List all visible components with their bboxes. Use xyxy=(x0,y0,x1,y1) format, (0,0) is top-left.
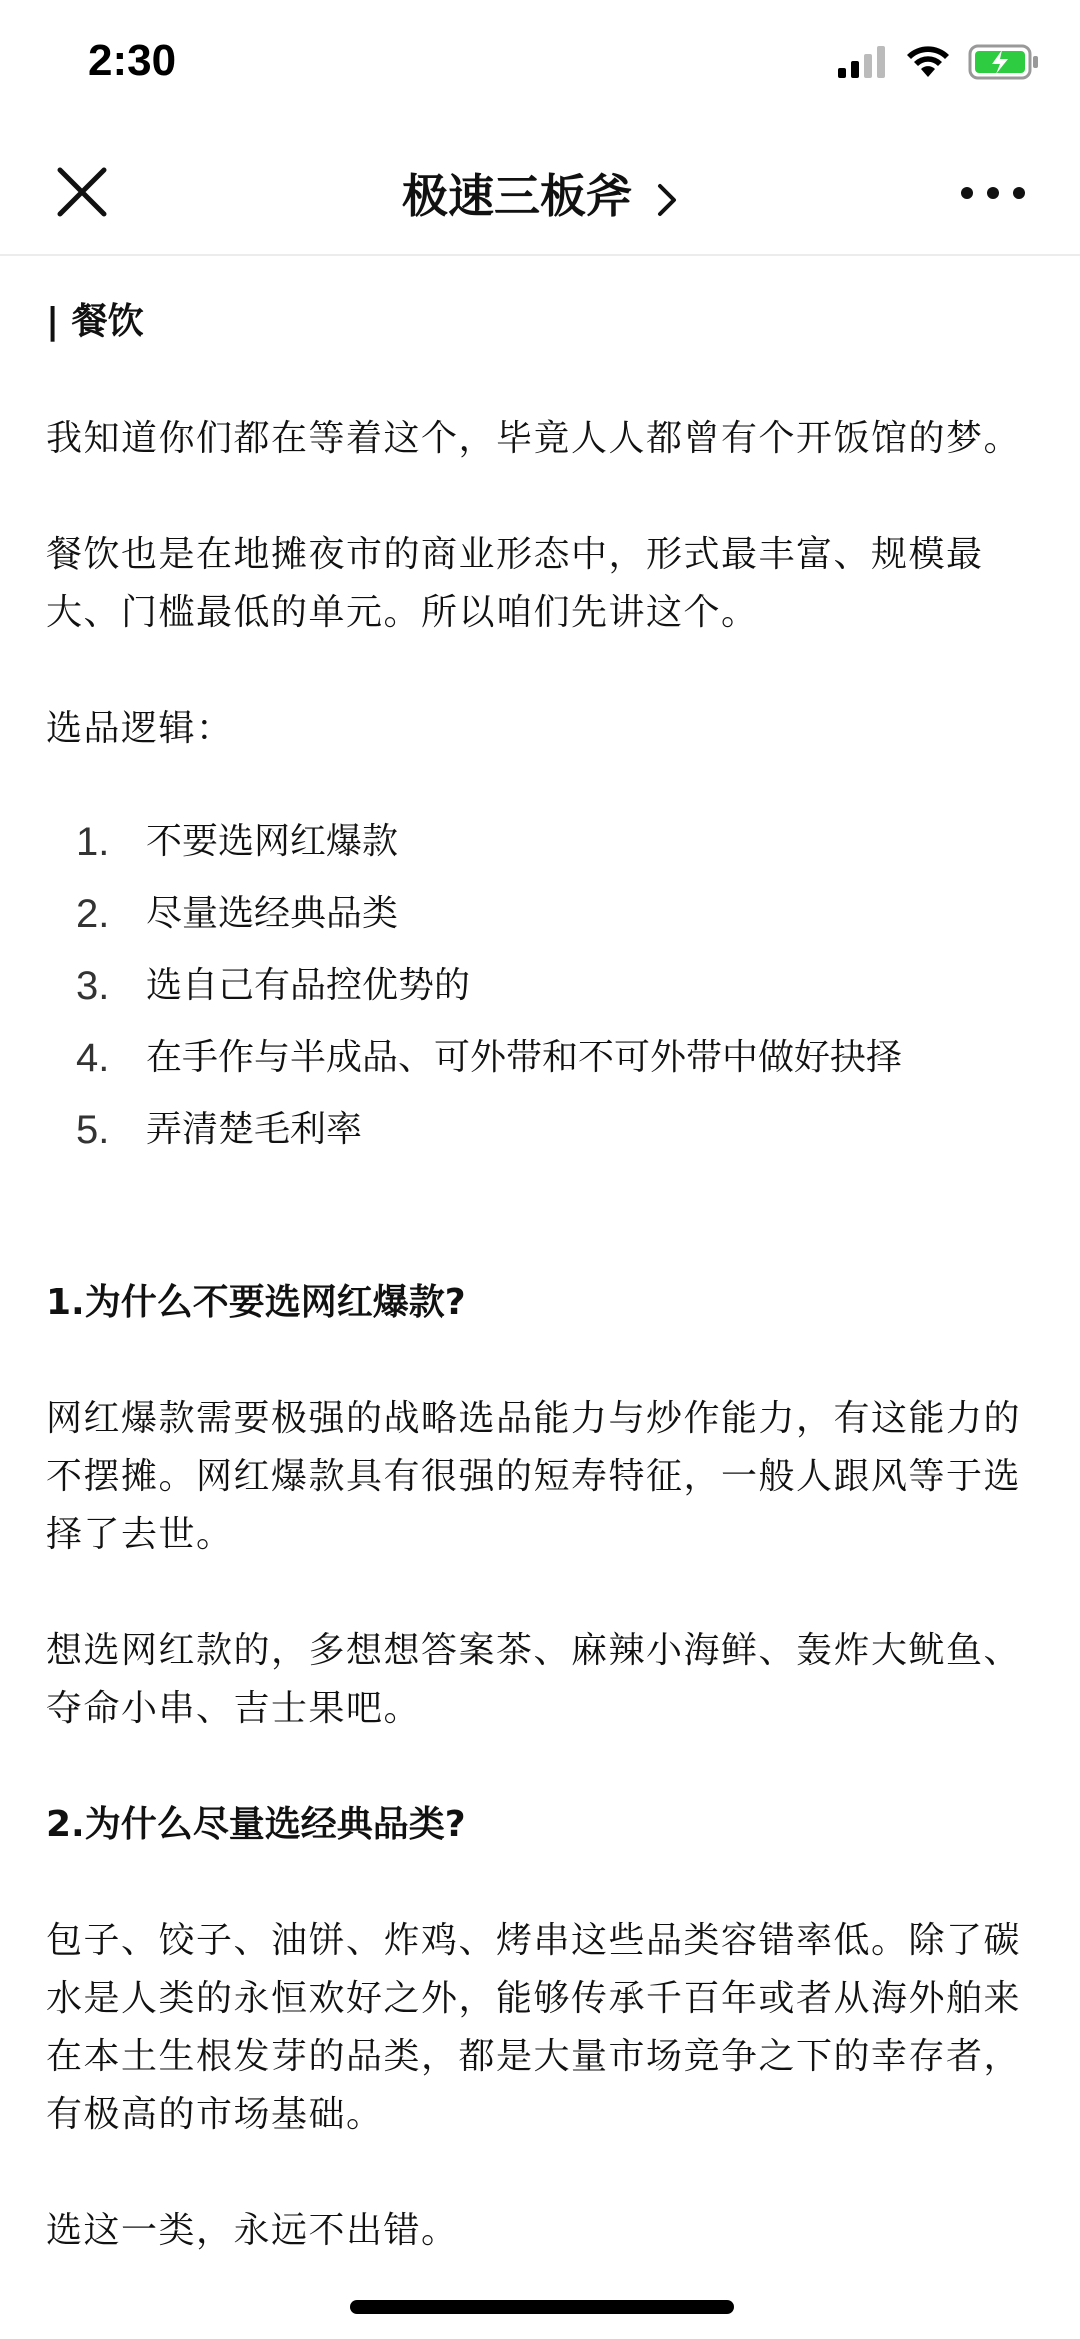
section-heading: 2.为什么尽量选经典品类? xyxy=(46,1804,466,1845)
list-item xyxy=(46,1022,1036,1094)
more-dots-icon[interactable] xyxy=(958,178,1028,208)
section-heading: 1.为什么不要选网红爆款? xyxy=(46,1282,466,1323)
paragraph: 想选网红款的，多想想答案茶、麻辣小海鲜、轰炸大鱿鱼、夺命小串、吉士果吧。 xyxy=(46,1630,1022,1729)
list-item xyxy=(46,878,1036,950)
section-label: | 餐饮 xyxy=(46,301,144,342)
list-text: 在手作与半成品、可外带和不可外带中做好抉择 xyxy=(146,1037,903,1078)
nav-bar xyxy=(0,130,1080,256)
list-text: 选自己有品控优势的 xyxy=(146,965,471,1006)
list-text: 弄清楚毛利率 xyxy=(146,1109,363,1150)
list-text: 尽量选经典品类 xyxy=(146,893,399,934)
paragraph: 餐饮也是在地摊夜市的商业形态中，形式最丰富、规模最大、门槛最低的单元。所以咱们先讲这个。 xyxy=(46,534,984,633)
nav-title-wrap[interactable] xyxy=(0,160,1080,226)
list-item xyxy=(46,950,1036,1022)
chevron-right-icon[interactable] xyxy=(656,182,678,218)
list-number: 1. xyxy=(76,820,110,864)
paragraph: 选品逻辑： xyxy=(46,708,234,749)
list-number: 3. xyxy=(76,964,110,1008)
article-content xyxy=(46,256,1036,2260)
list-item xyxy=(46,1094,1036,1166)
selection-logic-list xyxy=(46,806,1036,1166)
status-icons xyxy=(838,44,1040,80)
status-bar xyxy=(0,0,1080,130)
list-number: 2. xyxy=(76,892,110,936)
paragraph: 包子、饺子、油饼、炸鸡、烤串这些品类容错率低。除了碳水是人类的永恒欢好之外，能够传承千百年或者从海外舶来在本土生根发芽的品类，都是大量市场竞争之下的幸存者，有极高的市场基础。 xyxy=(46,1920,1022,2135)
paragraph: 我知道你们都在等着这个，毕竟人人都曾有个开饭馆的梦。 xyxy=(46,418,1022,459)
signal-icon xyxy=(838,46,888,78)
paragraph: 网红爆款需要极强的战略选品能力与炒作能力，有这能力的不摆摊。网红爆款具有很强的短寿特征，一般人跟风等于选择了去世。 xyxy=(46,1398,1022,1555)
wifi-icon xyxy=(906,45,950,79)
battery-charging-icon xyxy=(968,44,1040,80)
list-number: 4. xyxy=(76,1036,110,1080)
list-text: 不要选网红爆款 xyxy=(146,821,399,862)
list-item xyxy=(46,806,1036,878)
page-title[interactable]: 极速三板斧 xyxy=(401,169,632,223)
status-time: 2:30 xyxy=(88,36,177,85)
paragraph: 选这一类，永远不出错。 xyxy=(46,2210,459,2251)
home-indicator[interactable] xyxy=(350,2300,734,2314)
list-number: 5. xyxy=(76,1108,110,1152)
